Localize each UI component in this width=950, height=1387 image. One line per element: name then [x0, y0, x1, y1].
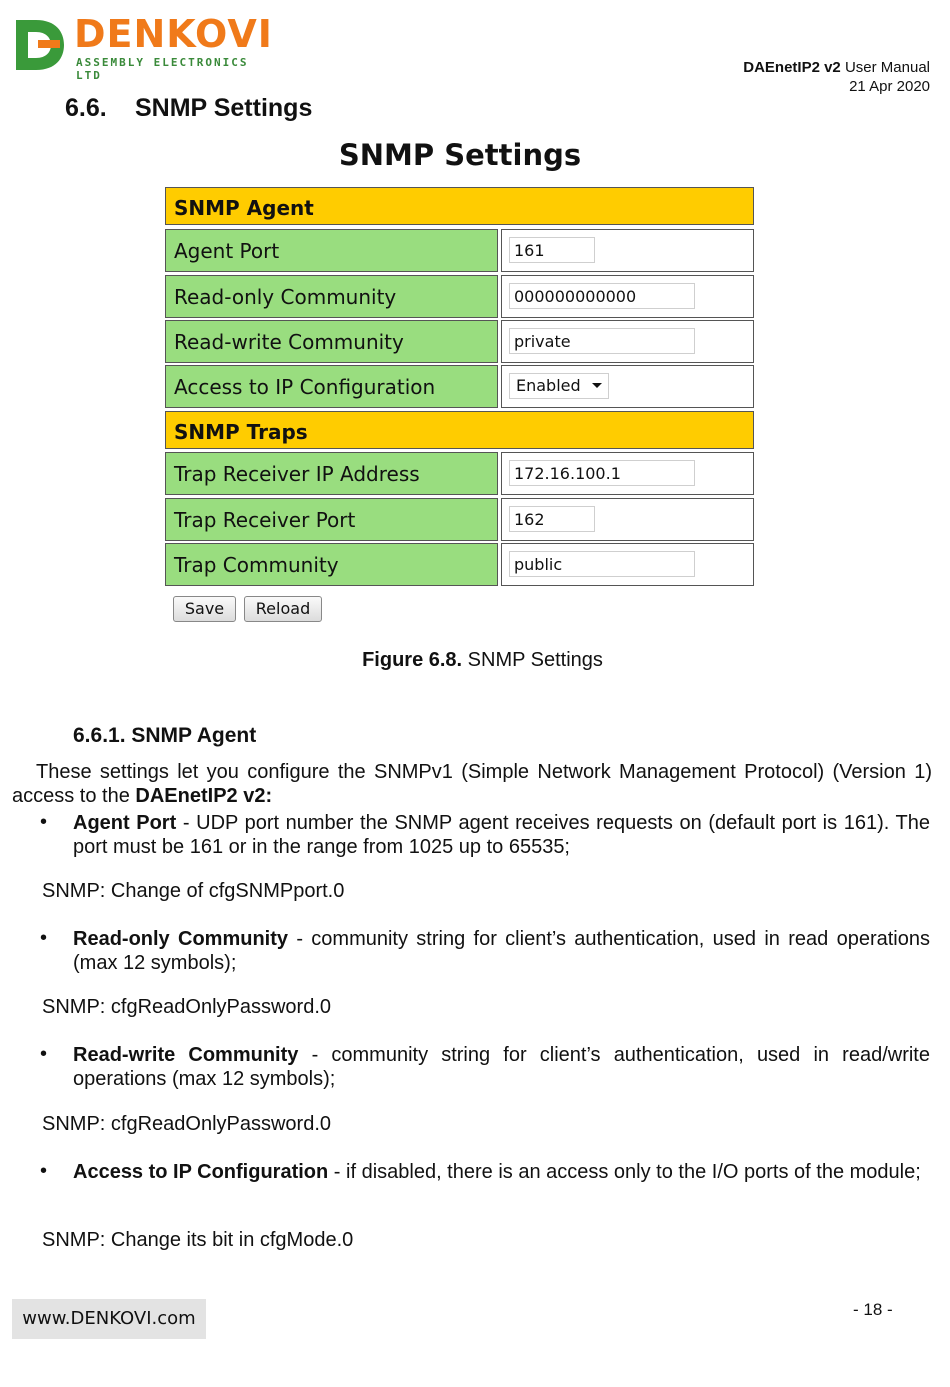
product-name: DAEnetIP2 v2: [743, 59, 841, 76]
trap-community-input[interactable]: [509, 551, 695, 577]
snmp-oid-read-write: SNMP: cfgReadOnlyPassword.0: [42, 1113, 332, 1135]
bullet-term: Access to IP Configuration: [73, 1161, 329, 1183]
bullet-dot: •: [40, 1043, 48, 1065]
bullet-description: - community string for client’s authentication, used in read operations (max 12 symbols);: [73, 928, 930, 974]
bullet-term: Agent Port: [73, 812, 177, 834]
section-title: [65, 94, 312, 123]
intro-paragraph: [12, 760, 932, 808]
trap-receiver-port-input[interactable]: [509, 506, 595, 532]
logo-name: DENKOVI: [74, 12, 273, 56]
read-only-community-label: Read-only Community: [165, 275, 498, 318]
trap-receiver-ip-label: Trap Receiver IP Address: [165, 452, 498, 495]
bullet-access-ip: [73, 1160, 930, 1184]
reload-button[interactable]: Reload: [244, 596, 322, 622]
trap-receiver-port-cell: [501, 498, 754, 541]
denkovi-logo: [12, 12, 273, 82]
access-ip-config-cell: [501, 365, 754, 408]
figure-caption: [0, 649, 950, 672]
snmp-oid-access-ip: SNMP: Change its bit in cfgMode.0: [42, 1229, 354, 1251]
bullet-agent-port: [73, 811, 930, 859]
snmp-agent-header: SNMP Agent: [165, 187, 754, 225]
denkovi-logo-icon: [12, 16, 68, 74]
read-only-community-input[interactable]: [509, 283, 695, 309]
trap-receiver-ip-cell: [501, 452, 754, 495]
subsection-title: 6.6.1. SNMP Agent: [73, 724, 257, 747]
trap-community-label: Trap Community: [165, 543, 498, 586]
agent-port-label: Agent Port: [165, 229, 498, 272]
bullet-dot: •: [40, 927, 48, 949]
bullet-term: Read-write Community: [73, 1044, 299, 1066]
read-only-community-cell: [501, 275, 754, 318]
snmp-oid-agent-port: SNMP: Change of cfgSNMPport.0: [42, 880, 345, 902]
agent-port-cell: [501, 229, 754, 272]
figure-caption-label: Figure 6.8.: [362, 649, 463, 671]
bullet-description: - if disabled, there is an access only to the I/O ports of the module;: [333, 1161, 921, 1183]
read-write-community-cell: [501, 320, 754, 363]
document-date: 21 Apr 2020: [849, 78, 930, 95]
agent-port-input[interactable]: [509, 237, 595, 263]
footer-website: www.DENKOVI.com: [12, 1299, 206, 1339]
logo-subtitle: ASSEMBLY ELECTRONICS LTD: [76, 56, 249, 82]
chevron-down-icon: [592, 383, 602, 388]
manual-label: User Manual: [844, 59, 930, 76]
access-ip-config-label: Access to IP Configuration: [165, 365, 498, 408]
bullet-dot: •: [40, 1160, 48, 1182]
access-ip-config-value: Enabled: [516, 376, 581, 395]
bullet-term: Read-only Community: [73, 928, 288, 950]
bullet-read-write: [73, 1043, 930, 1091]
trap-community-cell: [501, 543, 754, 586]
intro-text: These settings let you configure the SNMPv1 (Simple Network Management Protocol) (Version 1) access to the: [12, 761, 932, 807]
figure-caption-text: SNMP Settings: [467, 649, 603, 671]
intro-product: DAEnetIP2 v2:: [135, 785, 273, 807]
snmp-oid-read-only: SNMP: cfgReadOnlyPassword.0: [42, 996, 332, 1018]
read-write-community-label: Read-write Community: [165, 320, 498, 363]
section-title-text: SNMP Settings: [135, 94, 313, 122]
section-number: 6.6.: [65, 94, 107, 122]
bullet-description: - community string for client’s authentication, used in read/write operations (max 12 symbols);: [73, 1044, 930, 1090]
bullet-read-only: [73, 927, 930, 975]
trap-receiver-ip-input[interactable]: [509, 460, 695, 486]
snmp-traps-header: SNMP Traps: [165, 411, 754, 449]
save-button[interactable]: Save: [173, 596, 236, 622]
bullet-description: - UDP port number the SNMP agent receives requests on (default port is 161). The port must be 161 or in the range from 1025 up to 65535;: [73, 812, 931, 858]
read-write-community-input[interactable]: [509, 328, 695, 354]
form-title: SNMP Settings: [338, 138, 582, 172]
access-ip-config-select[interactable]: [509, 373, 609, 399]
page-number: - 18 -: [853, 1300, 893, 1319]
document-header: [743, 58, 930, 96]
trap-receiver-port-label: Trap Receiver Port: [165, 498, 498, 541]
bullet-dot: •: [40, 811, 48, 833]
